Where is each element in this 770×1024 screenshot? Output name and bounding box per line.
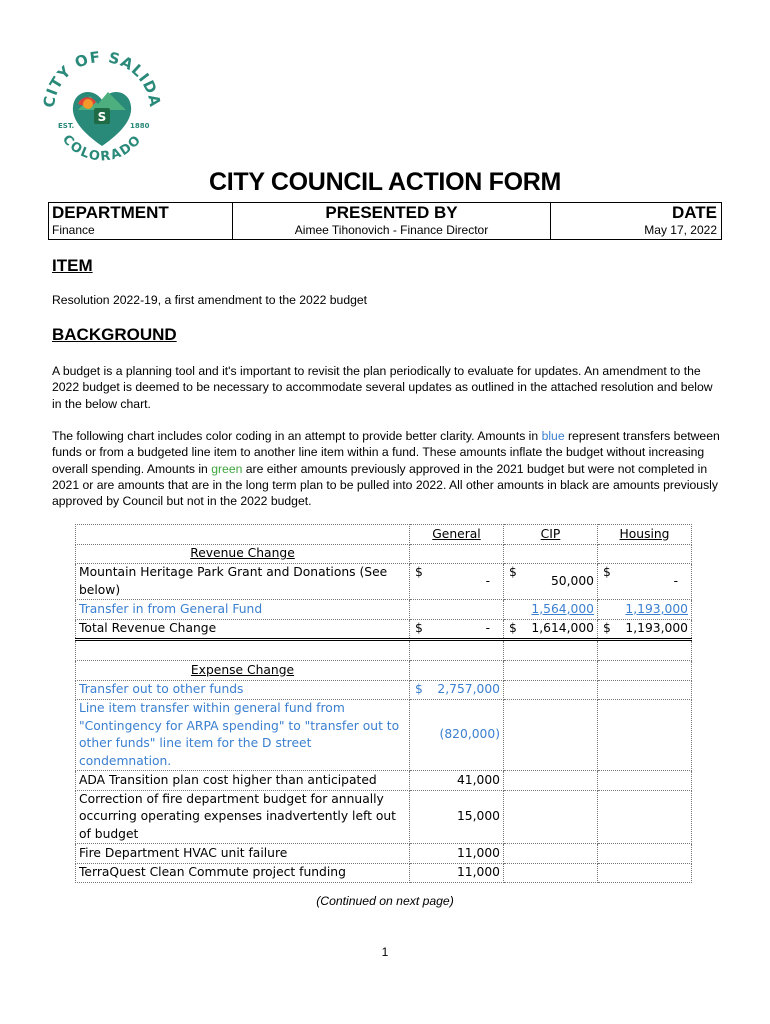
rev1-general <box>410 564 504 600</box>
header-table <box>48 202 722 240</box>
blank-cell <box>598 680 692 700</box>
exp1-label: Transfer out to other funds <box>76 680 410 700</box>
rev2-label: Transfer in from General Fund <box>76 600 410 620</box>
rev1-housing <box>598 564 692 600</box>
blank-cell <box>504 790 598 844</box>
table-total-row <box>76 619 692 640</box>
para2-blue-word: blue <box>541 429 565 443</box>
rev1-label: Mountain Heritage Park Grant and Donations (See below) <box>76 564 410 600</box>
table-row <box>76 700 692 771</box>
col-general-header <box>410 525 504 545</box>
logo-bottom-text: COLORADO <box>59 132 146 165</box>
blank-cell <box>504 660 598 680</box>
blank-cell <box>410 544 504 564</box>
blank-cell <box>598 640 692 661</box>
exp2-general: (820,000) <box>410 700 504 771</box>
amount: 1,614,000 <box>531 621 594 636</box>
para2-text-b: represent transfers between funds or from a budgeted line item to another line item within a fund. These amounts inflate the budget without increasing overall spending. Amounts in <box>52 429 720 476</box>
presented-by-label: PRESENTED BY <box>325 203 458 222</box>
item-text: Resolution 2022-19, a first amendment to the 2022 budget <box>52 293 368 307</box>
blank-cell <box>598 771 692 791</box>
rev-total-general <box>410 619 504 640</box>
blank-cell <box>410 640 504 661</box>
rev-total-label: Total Revenue Change <box>76 619 410 640</box>
col-cip-header <box>504 525 598 545</box>
para2-text-c: are either amounts previously approved in the 2021 budget but were not completed in 2021 or are amounts that are in the long term plan to be pulled into 2022. All other amounts in black are amounts previously approved by Council but not in the 2022 budget. <box>52 461 718 509</box>
blank-cell <box>598 863 692 883</box>
presented-by-cell <box>233 203 551 239</box>
presented-by-value: Aimee Tihonovich - Finance Director <box>294 223 489 237</box>
rev2-housing <box>598 600 692 620</box>
expense-heading: Expense Change <box>190 662 295 677</box>
exp1-general <box>410 680 504 700</box>
logo-year: 1880 <box>130 122 150 130</box>
exp4-general: 15,000 <box>410 790 504 844</box>
col-housing-label: Housing <box>619 526 670 541</box>
currency-symbol: $ <box>509 620 517 635</box>
currency-symbol: $ <box>603 620 611 635</box>
table-row <box>76 790 692 844</box>
blank-cell <box>598 660 692 680</box>
background-heading: BACKGROUND <box>52 325 177 344</box>
blank-cell <box>598 544 692 564</box>
continued-note: (Continued on next page) <box>316 894 454 908</box>
table-row <box>76 660 692 680</box>
background-paragraph-2 <box>52 428 720 509</box>
expense-heading-cell <box>76 660 410 680</box>
blank-cell <box>504 640 598 661</box>
exp6-label: TerraQuest Clean Commute project funding <box>76 863 410 883</box>
col-general-label: General <box>432 526 481 541</box>
rev-total-cip <box>504 619 598 640</box>
revenue-heading-cell <box>76 544 410 564</box>
para2-text-a: The following chart includes color coding in an attempt to provide better clarity. Amounts in <box>52 429 542 443</box>
background-paragraph-1: A budget is a planning tool and it's important to revisit the plan periodically to evaluate for updates. An amendment to the 2022 budget is deemed to be necessary to accommodate several updates as outlined in the attached resolution and below in the below chart. <box>52 364 713 411</box>
logo-badge: S <box>97 110 107 124</box>
page-title: CITY COUNCIL ACTION FORM <box>208 168 562 196</box>
exp4-label: Correction of fire department budget for annually occurring operating expenses inadvertently left out of budget <box>76 790 410 844</box>
table-row <box>76 600 692 620</box>
blank-cell <box>504 844 598 864</box>
exp3-general: 41,000 <box>410 771 504 791</box>
blank-cell <box>410 600 504 620</box>
exp6-general: 11,000 <box>410 863 504 883</box>
amount: 50,000 <box>550 573 594 588</box>
amount: - <box>485 621 490 636</box>
table-row <box>76 680 692 700</box>
blank-cell <box>504 680 598 700</box>
rev1-cip <box>504 564 598 600</box>
table-row <box>76 564 692 600</box>
date-label: DATE <box>671 203 717 222</box>
item-heading: ITEM <box>52 256 93 275</box>
date-cell <box>551 203 721 239</box>
table-spacer-row <box>76 640 692 661</box>
amount: - <box>485 573 490 588</box>
blank-cell <box>598 790 692 844</box>
table-row <box>76 544 692 564</box>
blank-cell <box>504 771 598 791</box>
table-header-row <box>76 525 692 545</box>
exp2-label: Line item transfer within general fund from "Contingency for ARPA spending" to "transfer out to other funds" line item for the D street condemnation. <box>76 700 410 771</box>
department-label: DEPARTMENT <box>52 203 169 222</box>
blank-cell <box>598 700 692 771</box>
amount: 1,564,000 <box>531 601 594 616</box>
logo-est: EST. <box>58 122 75 130</box>
col-cip-label: CIP <box>540 526 561 541</box>
currency-symbol: $ <box>415 620 423 635</box>
department-cell <box>49 203 233 239</box>
exp5-label: Fire Department HVAC unit failure <box>76 844 410 864</box>
blank-cell <box>504 700 598 771</box>
table-row <box>76 844 692 864</box>
rev2-cip <box>504 600 598 620</box>
exp3-label: ADA Transition plan cost higher than anticipated <box>76 771 410 791</box>
revenue-heading: Revenue Change <box>190 546 295 561</box>
col-housing-header <box>598 525 692 545</box>
currency-symbol: $ <box>415 681 423 696</box>
table-row <box>76 771 692 791</box>
currency-symbol: $ <box>603 565 611 580</box>
exp5-general: 11,000 <box>410 844 504 864</box>
logo-top-text: CITY OF SALIDA <box>39 47 165 109</box>
date-value: May 17, 2022 <box>644 223 717 237</box>
blank-cell <box>76 640 410 661</box>
page-number: 1 <box>381 945 389 959</box>
amount: - <box>673 573 678 588</box>
department-value: Finance <box>52 223 95 237</box>
para2-green-word: green <box>211 461 243 476</box>
table-row <box>76 863 692 883</box>
currency-symbol: $ <box>509 565 517 580</box>
amount: 1,193,000 <box>625 601 688 616</box>
amount: 2,757,000 <box>437 682 500 697</box>
blank-cell <box>598 844 692 864</box>
currency-symbol: $ <box>415 565 423 580</box>
city-of-salida-logo <box>36 44 168 176</box>
blank-cell <box>410 660 504 680</box>
blank-cell <box>76 525 410 545</box>
amount: 1,193,000 <box>625 621 688 636</box>
budget-amendment-table <box>75 524 692 883</box>
blank-cell <box>504 863 598 883</box>
rev-total-housing <box>598 619 692 640</box>
blank-cell <box>504 544 598 564</box>
